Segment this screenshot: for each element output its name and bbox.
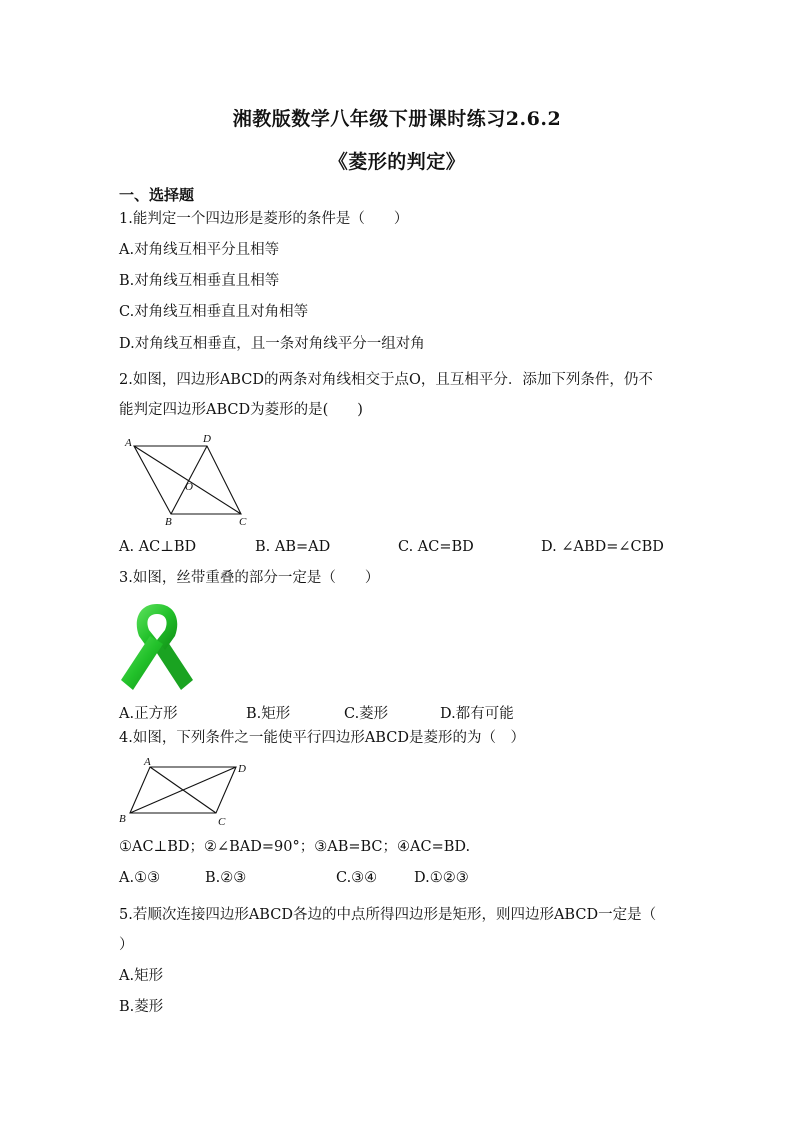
q1-option-a: A.对角线互相平分且相等 bbox=[119, 242, 280, 258]
q3-option-d: D.都有可能 bbox=[440, 706, 514, 722]
q2-diagonal-bd bbox=[171, 446, 207, 514]
q4-option-c: C.③④ bbox=[336, 870, 378, 886]
page-subtitle: 《菱形的判定》 bbox=[328, 151, 466, 173]
q4-option-b: B.②③ bbox=[205, 870, 247, 886]
page-title: 湘教版数学八年级下册课时练习2.6.2 bbox=[232, 108, 562, 130]
q5-option-a: A.矩形 bbox=[119, 968, 164, 984]
q3-option-b: B.矩形 bbox=[246, 706, 291, 722]
q5-stem-line2: ） bbox=[119, 937, 134, 953]
q2-option-c: C. AC=BD bbox=[398, 539, 474, 555]
q2-label-b: B bbox=[165, 516, 172, 528]
q4-option-a: A.①③ bbox=[119, 870, 161, 886]
q2-option-d: D. ∠ABD=∠CBD bbox=[541, 539, 664, 555]
q2-label-c: C bbox=[239, 516, 247, 528]
q5-stem-line1: 5.若顺次连接四边形ABCD各边的中点所得四边形是矩形，则四边形ABCD一定是（ bbox=[119, 907, 657, 923]
q4-diagonal-bd bbox=[130, 767, 236, 813]
q1-option-b: B.对角线互相垂直且相等 bbox=[119, 273, 280, 289]
q2-label-d: D bbox=[203, 433, 211, 445]
q4-label-b: B bbox=[119, 813, 126, 825]
q2-label-a: A bbox=[125, 437, 132, 449]
q1-option-d: D.对角线互相垂直，且一条对角线平分一组对角 bbox=[119, 336, 425, 352]
q2-stem-line1: 2.如图，四边形ABCD的两条对角线相交于点O，且互相平分．添加下列条件，仍不 bbox=[119, 372, 653, 388]
q2-option-b: B. AB=AD bbox=[255, 539, 331, 555]
q2-parallelogram-figure bbox=[119, 430, 259, 528]
q3-option-a: A.正方形 bbox=[119, 706, 178, 722]
q4-stem: 4.如图，下列条件之一能使平行四边形ABCD是菱形的为（ ） bbox=[119, 730, 525, 746]
q3-ribbon-tail-left bbox=[121, 636, 163, 690]
q3-stem: 3.如图，丝带重叠的部分一定是（ ） bbox=[119, 570, 380, 586]
q1-stem: 1.能判定一个四边形是菱形的条件是（ ） bbox=[119, 211, 409, 227]
q1-option-c: C.对角线互相垂直且对角相等 bbox=[119, 304, 309, 320]
q4-parallelogram-figure bbox=[112, 756, 252, 828]
q3-option-c: C.菱形 bbox=[344, 706, 389, 722]
q4-conditions: ①AC⊥BD；②∠BAD=90°；③AB=BC；④AC=BD. bbox=[119, 839, 471, 855]
q4-label-c: C bbox=[218, 816, 226, 828]
q4-option-d: D.①②③ bbox=[414, 870, 469, 886]
q2-option-a: A. AC⊥BD bbox=[119, 539, 197, 555]
q4-label-a: A bbox=[144, 756, 151, 768]
section-heading: 一、选择题 bbox=[119, 186, 195, 204]
q5-option-b: B.菱形 bbox=[119, 999, 164, 1015]
q3-ribbon-image bbox=[119, 598, 195, 694]
q2-label-o: O bbox=[185, 481, 193, 493]
q2-stem-line2: 能判定四边形ABCD为菱形的是( ) bbox=[119, 402, 363, 418]
q2-diagonal-ac bbox=[134, 446, 241, 514]
q4-label-d: D bbox=[238, 763, 246, 775]
